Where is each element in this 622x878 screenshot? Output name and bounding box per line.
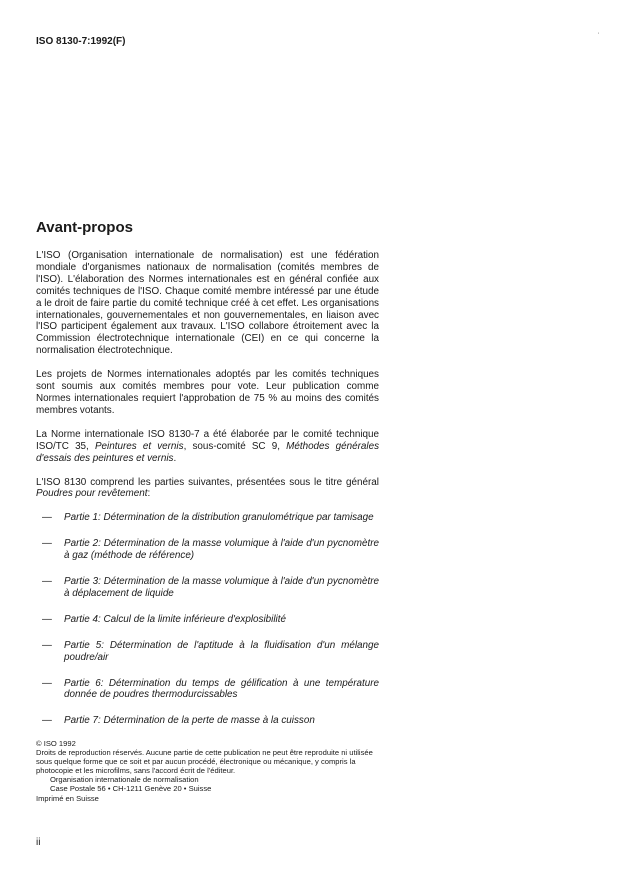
list-item — [36, 576, 379, 600]
list-item-text: Partie 2: Détermination de la masse volumique à l'aide d'un pycnomètre à gaz (méthode de référence) — [64, 538, 379, 562]
list-dash: — — [42, 613, 52, 625]
italic-run: Peintures et vernis — [94, 440, 184, 452]
list-item-text: Partie 7: Détermination de la perte de masse à la cuisson — [64, 715, 315, 727]
list-item — [36, 715, 379, 727]
copyright-block — [36, 739, 379, 803]
paragraph-iso-intro: L'ISO (Organisation internationale de normalisation) est une fédération mondiale d'organismes nationaux de normalisation (comités membres de l'ISO). L'élaboration des Normes internationales est en général confiée aux comités techniques de l'ISO. Chaque comité membre intéressé par une étude a le droit de faire partie du comité technique créé à cet effet. Les organisations internationales, gouvernementales et non gouvernementales, en liaison avec l'ISO participent également aux travaux. L'ISO collabore étroitement avec la Commission électrotechnique internationale (CEI) en ce qui concerne la normalisation électrotechnique. — [36, 250, 379, 357]
list-dash: — — [42, 639, 52, 651]
list-item — [36, 512, 379, 524]
list-dash: — — [42, 576, 52, 588]
postal-address: Case Postale 56 • CH-1211 Genève 20 • Suisse — [50, 784, 212, 794]
list-item — [36, 614, 379, 626]
text-run: , sous-comité SC 9, — [183, 440, 287, 452]
organization-name: Organisation internationale de normalisation — [50, 775, 199, 785]
list-item — [36, 640, 379, 664]
list-item-text: Partie 5: Détermination de l'aptitude à la fluidisation d'un mélange poudre/air — [64, 639, 379, 663]
italic-run: Méthodes générales d'essais des peintures et vernis — [36, 440, 379, 464]
text-run: L'ISO 8130 comprend les parties suivantes, présentées sous le titre général — [36, 476, 379, 488]
text-run: La Norme internationale ISO 8130-7 a été élaborée par le comité technique ISO/TC 35, — [36, 428, 379, 452]
corner-mark: ' — [598, 33, 600, 39]
paragraph-parts-intro — [36, 477, 379, 501]
list-item-text: Partie 3: Détermination de la masse volumique à l'aide d'un pycnomètre à déplacement de liquide — [64, 576, 379, 599]
paragraph-committee — [36, 429, 379, 465]
copyright-line: © ISO 1992 — [36, 739, 76, 748]
parts-list — [36, 512, 379, 727]
list-item-text: Partie 1: Détermination de la distribution granulométrique par tamisage — [64, 512, 374, 524]
page-number: ii — [36, 837, 41, 848]
section-title: Avant-propos — [36, 219, 133, 236]
list-dash: — — [42, 715, 52, 727]
printed-in: Imprimé en Suisse — [36, 793, 99, 803]
list-dash: — — [42, 677, 52, 689]
list-item-text: Partie 4: Calcul de la limite inférieure d'explosibilité — [64, 613, 286, 625]
text-run: . — [173, 452, 177, 464]
list-item — [36, 678, 379, 702]
paragraph-voting: Les projets de Normes internationales adoptés par les comités techniques sont soumis aux comités membres pour vote. Leur publication comme Normes internationales requiert l'approbation de 75 % au moins des comités membres votants. — [36, 369, 379, 416]
list-dash: — — [42, 538, 52, 550]
text-run: : — [147, 488, 151, 500]
foreword-body — [36, 250, 379, 741]
italic-run: Poudres pour revêtement — [36, 488, 148, 500]
list-item-text: Partie 6: Détermination du temps de gélification à une température donnée de poudres thermodurcissables — [64, 677, 379, 701]
list-item — [36, 538, 379, 562]
rights-notice: Droits de reproduction réservés. Aucune partie de cette publication ne peut être reproduite ni utilisée sous quelque forme que ce soit et par aucun procédé, électronique ou mécanique, y compris la photocopie et les microfilms, sans l'accord écrit de l'éditeur. — [36, 748, 373, 776]
document-id: ISO 8130-7:1992(F) — [36, 36, 126, 47]
list-dash: — — [42, 512, 52, 524]
